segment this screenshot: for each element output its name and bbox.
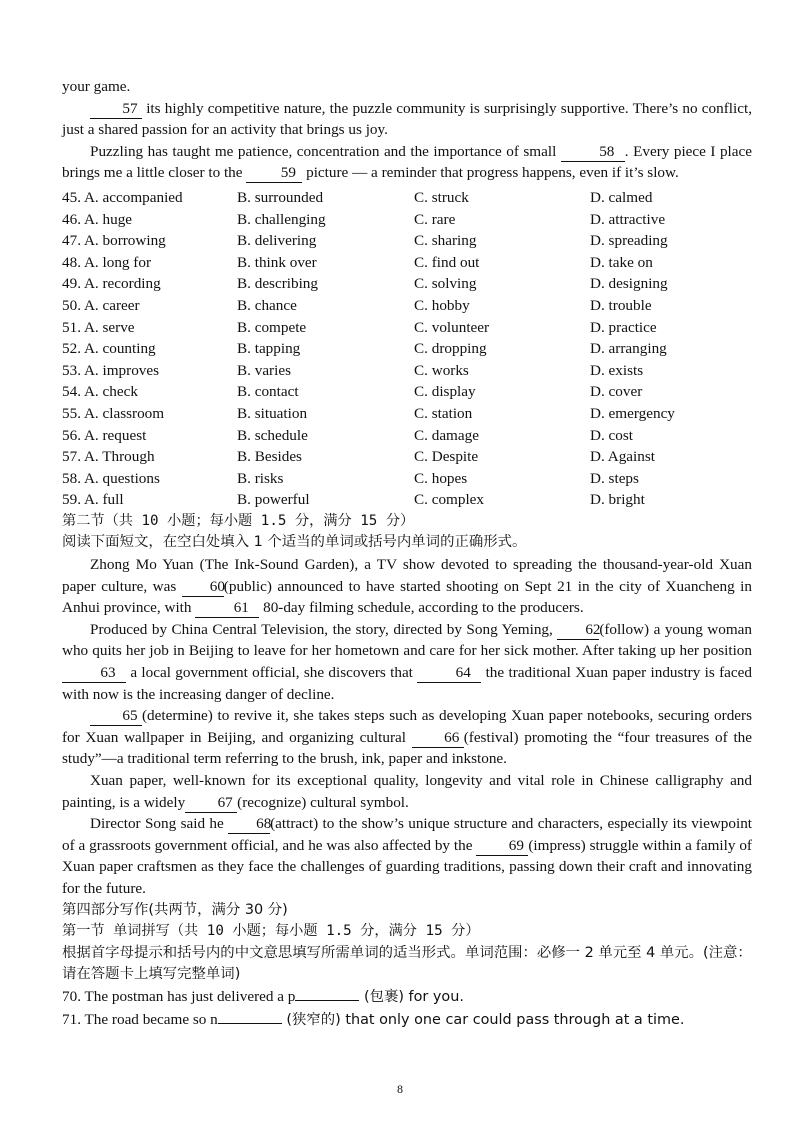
option-d: D. spreading <box>590 232 668 250</box>
option-c: C. struck <box>414 188 469 206</box>
option-d: D. bright <box>590 491 645 509</box>
paragraph-text: (impress) struggle within a family of Xuan paper craftsmen as they face the challenges of guarding traditions, passing down their craft and innovating for the future. <box>62 836 752 897</box>
option-c: C. display <box>414 383 476 401</box>
option-b: B. schedule <box>237 426 308 444</box>
option-b: B. surrounded <box>237 188 324 206</box>
question-70 <box>62 986 752 1009</box>
option-b: B. delivering <box>237 232 317 250</box>
option-a: 59. A. full <box>62 491 124 509</box>
option-row-48 <box>62 252 752 274</box>
option-a: 48. A. long for <box>62 253 152 271</box>
option-b: B. contact <box>237 383 299 401</box>
option-c: C. volunteer <box>414 318 490 336</box>
option-c: C. hopes <box>414 469 468 487</box>
option-row-59 <box>62 489 752 511</box>
option-row-54 <box>62 381 752 403</box>
answer-blank-71 <box>218 1009 282 1024</box>
paragraph-text: (festival) promoting the “four treasures of the study”—a traditional term referring to the brush, ink, paper and inkstone. <box>62 728 753 768</box>
option-a: 50. A. career <box>62 296 140 314</box>
option-c: C. works <box>414 361 469 379</box>
paragraph-text: Puzzling has taught me patience, concentration and the importance of small <box>90 142 561 160</box>
option-a: 55. A. classroom <box>62 404 165 422</box>
option-b: B. varies <box>237 361 291 379</box>
blank-62: 62 <box>557 621 599 640</box>
option-row-58 <box>62 468 752 490</box>
option-d: D. practice <box>590 318 657 336</box>
option-b: B. compete <box>237 318 307 336</box>
option-row-45 <box>62 187 752 209</box>
option-a: 53. A. improves <box>62 361 160 379</box>
option-b: B. think over <box>237 253 317 271</box>
option-c: C. find out <box>414 253 480 271</box>
blank-65: 65 <box>90 707 142 726</box>
paragraph-text: Produced by China Central Television, the story, directed by Song Yeming, <box>90 620 558 638</box>
paragraph-text: Xuan paper, well-known for its exceptional quality, longevity and vital role in Chinese calligraphy and painting, is a widely <box>62 772 752 811</box>
section2-paragraph-4 <box>62 770 752 813</box>
option-d: D. steps <box>590 469 639 487</box>
option-d: D. cost <box>590 426 634 444</box>
question-text: 70. The postman has just delivered a p <box>62 987 296 1005</box>
option-d: D. take on <box>590 253 653 271</box>
option-b: B. tapping <box>237 340 301 358</box>
option-b: B. risks <box>237 469 284 487</box>
option-c: C. dropping <box>414 340 487 358</box>
answer-blank-70 <box>295 986 359 1001</box>
paragraph-text: (attract) to the show’s unique structure and characters, especially its viewpoint of a grassroots government official, and he was also affected by the <box>62 815 753 854</box>
option-d: D. arranging <box>590 340 667 358</box>
passage-paragraph-58 <box>62 141 752 184</box>
option-d: D. exists <box>590 361 644 379</box>
option-a: 54. A. check <box>62 383 138 401</box>
exam-page <box>62 76 752 1031</box>
option-b: B. Besides <box>237 448 302 466</box>
option-row-53 <box>62 360 752 382</box>
part4-instruction: 根据首字母提示和括号内的中文意思填写所需单词的适当形式。单词范围：必修一 2 单元至 4 单元。(注意：请在答题卡上填写完整单词) <box>62 944 752 983</box>
option-row-51 <box>62 317 752 339</box>
question-text: 71. The road became so n <box>62 1010 218 1028</box>
part4-header: 第四部分写作(共两节，满分 30 分) <box>62 901 288 918</box>
section2-instruction: 阅读下面短文，在空白处填入 1 个适当的单词或括号内单词的正确形式。 <box>62 534 527 551</box>
paragraph-text: (public) announced to have started shooting on Sept 21 in the city of Xuancheng in Anhui province, with <box>62 577 752 617</box>
paragraph-text: the traditional Xuan paper industry is faced with now is the increasing danger of decline. <box>62 664 752 703</box>
paragraph-text: Director Song said he <box>90 815 229 833</box>
question-text: (狭窄的) that only one car could pass through at a time. <box>281 1011 685 1028</box>
question-71 <box>62 1009 752 1032</box>
question-text: (包裹) for you. <box>359 988 464 1005</box>
option-row-57 <box>62 446 752 468</box>
option-d: D. calmed <box>590 188 653 206</box>
option-c: C. complex <box>414 491 485 509</box>
paragraph-text: (recognize) cultural symbol. <box>237 793 409 811</box>
paragraph-text: picture — a reminder that progress happens, even if it’s slow. <box>302 164 679 182</box>
option-a: 51. A. serve <box>62 318 135 336</box>
option-row-56 <box>62 425 752 447</box>
paragraph-text: Zhong Mo Yuan (The Ink-Sound Garden), a TV show devoted to spreading the thousand-year-old Xuan paper culture, was <box>62 556 752 595</box>
blank-68: 68 <box>228 815 270 834</box>
option-row-52 <box>62 338 752 360</box>
option-c: C. sharing <box>414 232 477 250</box>
blank-59: 59 <box>246 164 302 183</box>
option-a: 56. A. request <box>62 426 147 444</box>
option-c: C. station <box>414 404 473 422</box>
section2-paragraph-2 <box>62 619 752 705</box>
answer-options-table <box>62 187 752 511</box>
option-a: 57. A. Through <box>62 448 155 466</box>
option-c: C. damage <box>414 426 479 444</box>
blank-67: 67 <box>185 794 237 813</box>
paragraph-text: its highly competitive nature, the puzzle community is surprisingly supportive. There’s no conflict, just a shared passion for an activity that brings us joy. <box>62 99 752 139</box>
blank-61: 61 <box>195 599 259 618</box>
option-b: B. challenging <box>237 210 326 228</box>
passage-line-your-game: your game. <box>62 78 131 95</box>
option-row-47 <box>62 230 752 252</box>
section2-paragraph-5 <box>62 813 752 899</box>
blank-60: 60 <box>182 578 224 597</box>
blank-69: 69 <box>476 837 528 856</box>
option-c: C. hobby <box>414 296 470 314</box>
paragraph-text: . Every piece I place brings me a little closer to the <box>62 142 752 182</box>
section2-paragraph-1 <box>62 554 752 619</box>
option-a: 52. A. counting <box>62 340 156 358</box>
option-b: B. describing <box>237 275 318 293</box>
option-d: D. designing <box>590 275 668 293</box>
paragraph-text: 80-day filming schedule, according to the producers. <box>259 599 584 617</box>
option-c: C. Despite <box>414 448 479 466</box>
section2-header: 第二节（共 10 小题；每小题 1.5 分，满分 15 分） <box>62 512 415 529</box>
passage-paragraph-57 <box>62 98 752 141</box>
option-a: 58. A. questions <box>62 469 160 487</box>
option-b: B. powerful <box>237 491 310 509</box>
option-b: B. chance <box>237 296 297 314</box>
page-number: 8 <box>397 1082 403 1096</box>
option-row-49 <box>62 273 752 295</box>
section2-paragraph-3 <box>62 705 752 770</box>
option-c: C. solving <box>414 275 477 293</box>
option-row-50 <box>62 295 752 317</box>
option-d: D. emergency <box>590 404 675 422</box>
option-d: D. Against <box>590 448 655 466</box>
option-c: C. rare <box>414 210 456 228</box>
blank-66: 66 <box>412 729 464 748</box>
option-a: 45. A. accompanied <box>62 188 183 206</box>
option-d: D. cover <box>590 383 643 401</box>
option-row-55 <box>62 403 752 425</box>
option-a: 46. A. huge <box>62 210 133 228</box>
blank-64: 64 <box>417 664 481 683</box>
blank-58: 58 <box>561 143 625 162</box>
part4-sub-header: 第一节 单词拼写（共 10 小题；每小题 1.5 分，满分 15 分） <box>62 923 480 940</box>
option-a: 49. A. recording <box>62 275 161 293</box>
blank-57: 57 <box>90 100 142 119</box>
option-row-46 <box>62 209 752 231</box>
paragraph-text: (follow) a young woman who quits her job in Beijing to leave for her hometown and care for her sick mother. After taking up her position <box>62 620 752 660</box>
blank-63: 63 <box>62 664 126 683</box>
option-b: B. situation <box>237 404 308 422</box>
option-d: D. attractive <box>590 210 666 228</box>
paragraph-text: a local government official, she discovers that <box>126 664 418 682</box>
option-a: 47. A. borrowing <box>62 232 166 250</box>
option-d: D. trouble <box>590 296 652 314</box>
paragraph-text: (determine) to revive it, she takes steps such as developing Xuan paper notebooks, securing orders for Xuan wallpaper in Beijing, and organizing cultural <box>62 707 752 746</box>
